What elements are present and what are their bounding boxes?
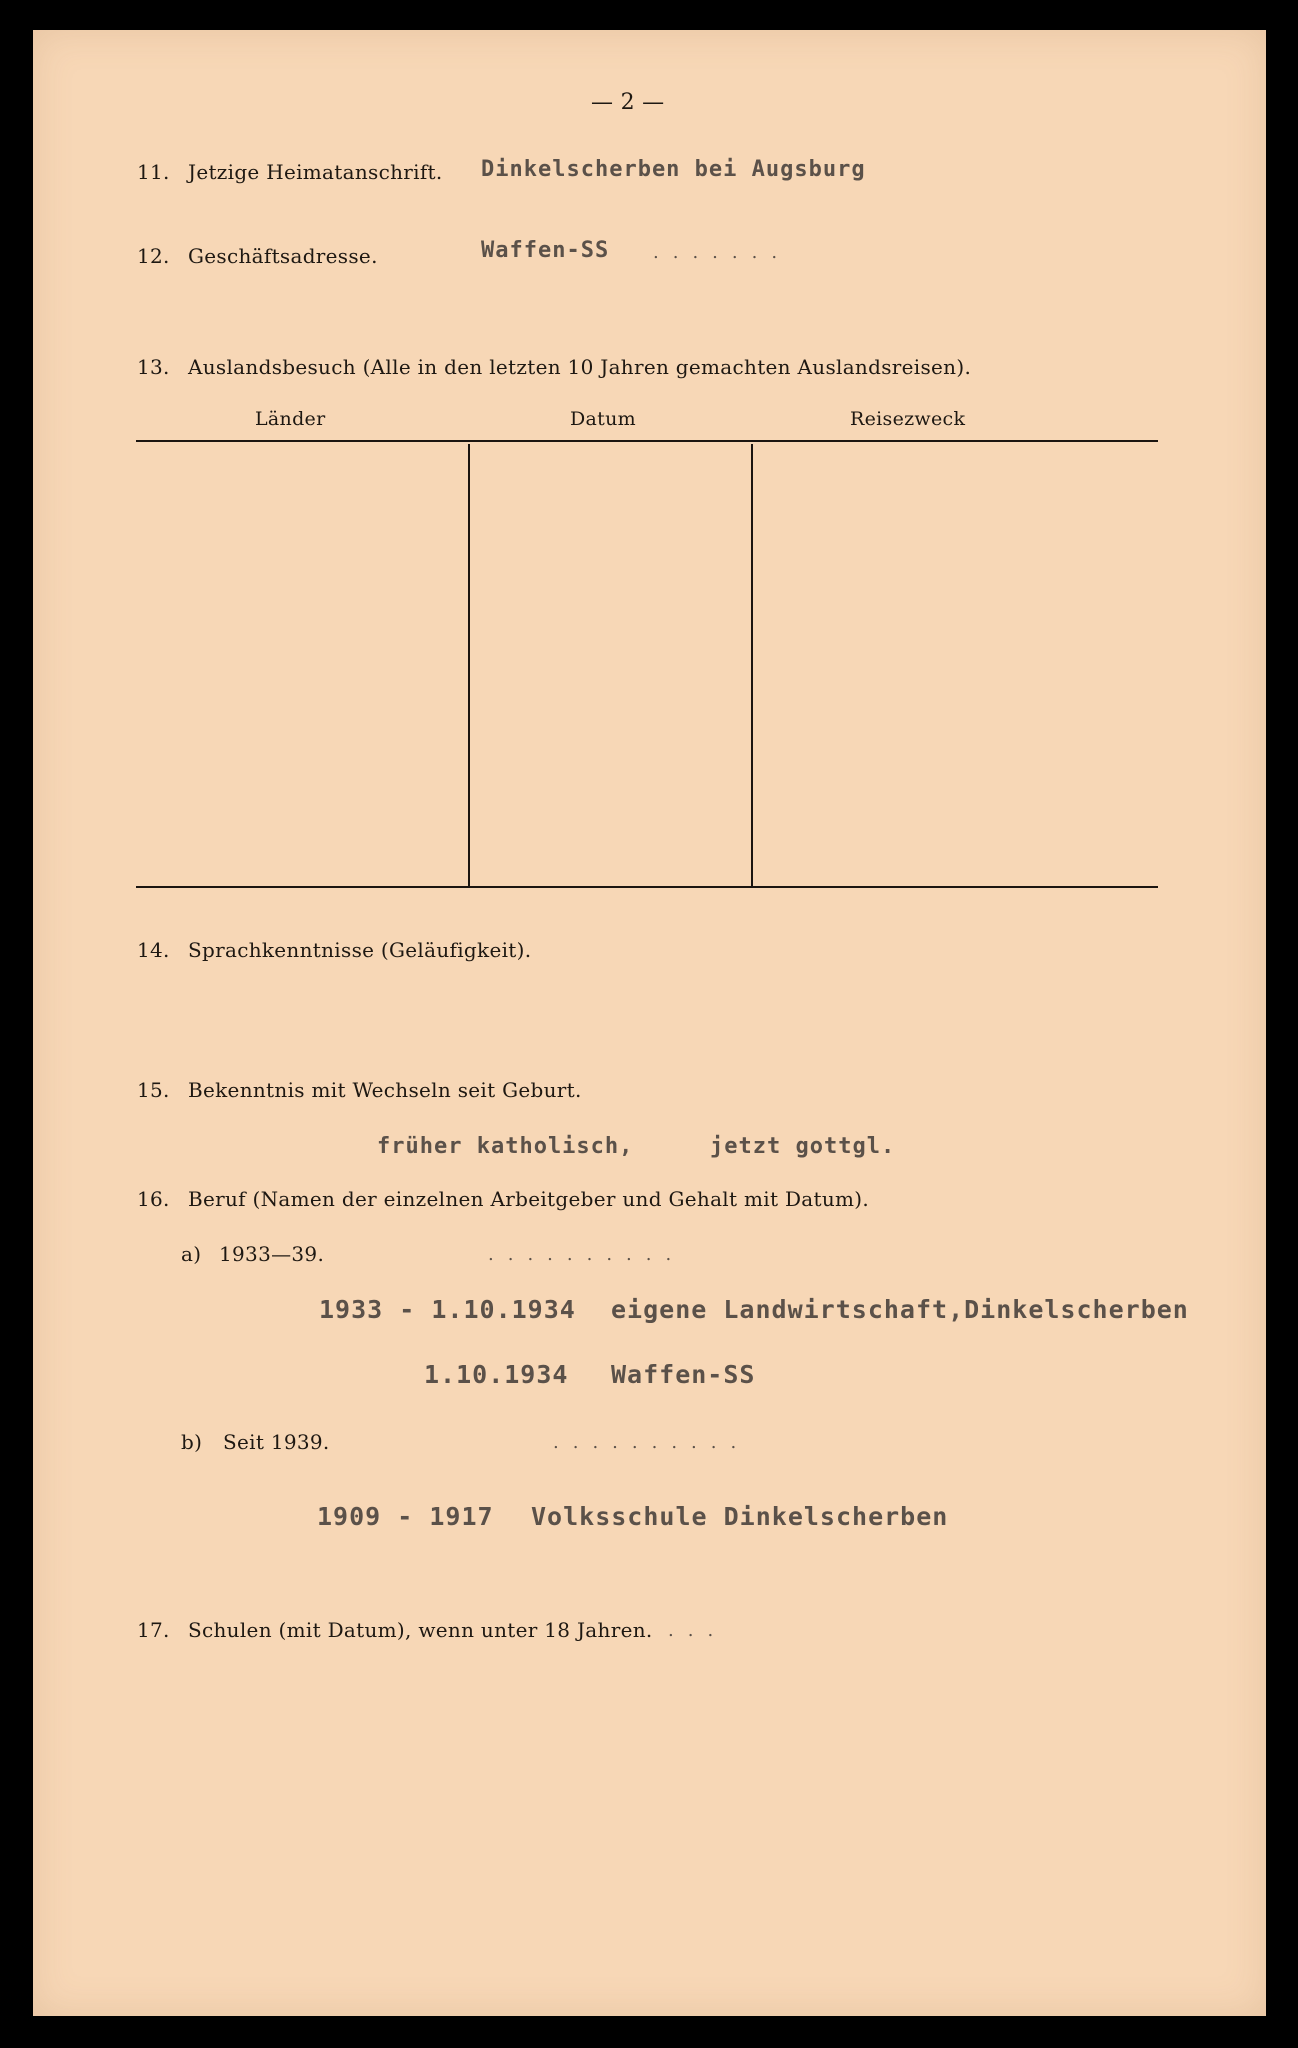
q16a-label: 1933—39. xyxy=(219,1242,325,1266)
q16a-row1-text: eigene Landwirtschaft,Dinkelscherben xyxy=(611,1295,1189,1324)
q16b-row1-date: 1909 - 1917 xyxy=(317,1502,494,1531)
q14-number: 14. xyxy=(137,938,170,962)
table-divider-1 xyxy=(468,444,470,886)
table-divider-2 xyxy=(751,444,753,886)
table-top-rule xyxy=(136,440,1158,442)
q16a-row2-date: 1.10.1934 xyxy=(424,1360,569,1389)
q15-number: 15. xyxy=(137,1078,170,1102)
q16b-marker: b) xyxy=(181,1430,203,1454)
q15-answer-former: früher katholisch, xyxy=(377,1134,634,1159)
q13-number: 13. xyxy=(137,355,170,379)
page-number: — 2 — xyxy=(591,90,665,115)
q16a-row1-date: 1933 - 1.10.1934 xyxy=(319,1295,576,1324)
q13-label: Auslandsbesuch (Alle in den letzten 10 Jahren gemachten Auslandsreisen). xyxy=(188,355,972,379)
q17-number: 17. xyxy=(137,1618,170,1642)
q16b-label: Seit 1939. xyxy=(223,1430,330,1454)
q12-answer: Waffen-SS xyxy=(481,238,610,263)
q16a-row2-text: Waffen-SS xyxy=(611,1360,756,1389)
q16b-row1-text: Volksschule Dinkelscherben xyxy=(531,1502,949,1531)
q14-label: Sprachkenntnisse (Geläufigkeit). xyxy=(188,938,532,962)
table-header-datum: Datum xyxy=(570,408,636,430)
q16-number: 16. xyxy=(137,1187,170,1211)
q12-number: 12. xyxy=(137,244,170,268)
q16a-marker: a) xyxy=(181,1242,202,1266)
document-page xyxy=(33,30,1266,2016)
q16b-dotted-fill: .......... xyxy=(553,1432,751,1453)
table-header-reisezweck: Reisezweck xyxy=(850,408,966,430)
q12-label: Geschäftsadresse. xyxy=(188,244,378,268)
q16a-dotted-fill: .......... xyxy=(488,1244,686,1265)
q17-dotted-fill: ... xyxy=(668,1620,728,1641)
table-header-laender: Länder xyxy=(255,408,326,430)
q12-dotted-fill: ....... xyxy=(653,242,792,263)
q16-label: Beruf (Namen der einzelnen Arbeitgeber und Gehalt mit Datum). xyxy=(188,1187,870,1211)
q15-answer-current: jetzt gottgl. xyxy=(710,1134,896,1159)
q17-label: Schulen (mit Datum), wenn unter 18 Jahren. xyxy=(188,1618,653,1642)
q15-label: Bekenntnis mit Wechseln seit Geburt. xyxy=(188,1078,582,1102)
q11-label: Jetzige Heimatanschrift. xyxy=(188,160,443,184)
q11-answer: Dinkelscherben bei Augsburg xyxy=(481,157,866,182)
q11-number: 11. xyxy=(137,160,170,184)
table-bottom-rule xyxy=(136,886,1158,888)
